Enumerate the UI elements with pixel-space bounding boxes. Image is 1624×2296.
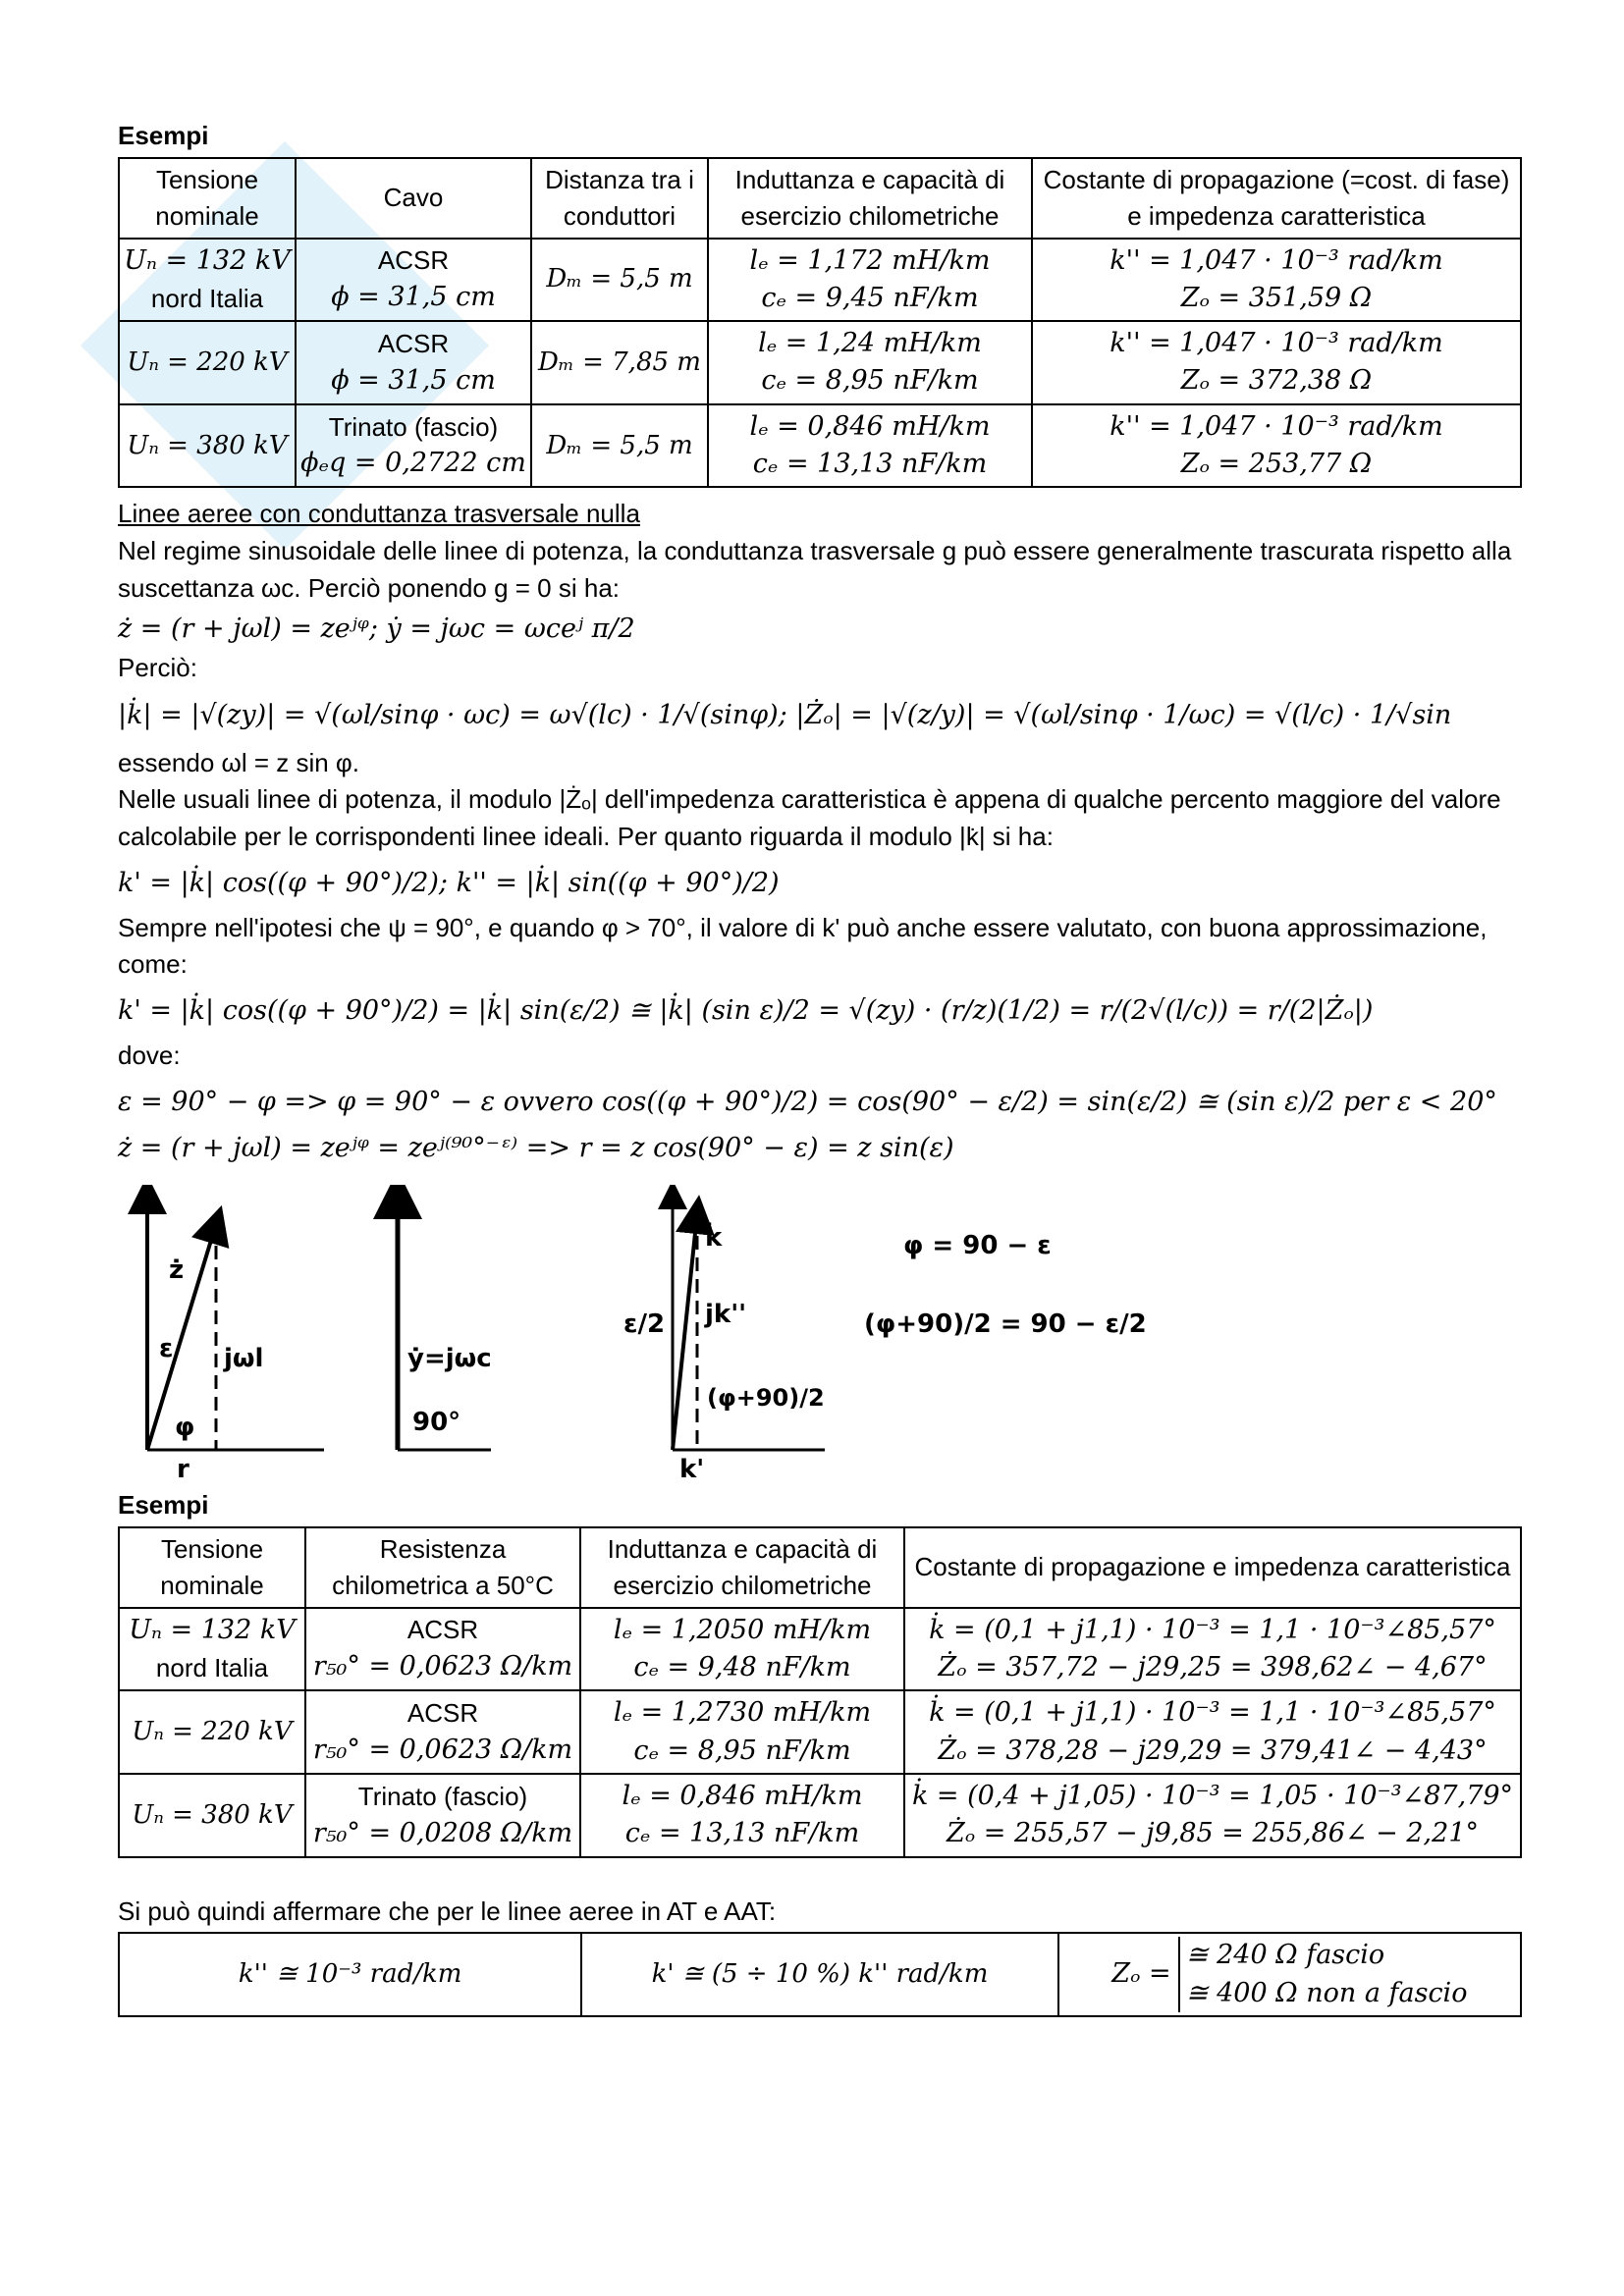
paragraph: Nel regime sinusoidale delle linee di potenza, la conduttanza trasversale g può essere generalmente trascurata rispetto alla suscettanza ωc. Perciò ponendo g = 0 si ha: [118,536,1512,603]
diagram-impedance [147,1195,324,1479]
voltage-cell: Uₙ = 132 kV nord Italia [119,1608,305,1691]
phasor-diagrams [118,1185,1522,1479]
resistance-cell: ACSR r₅₀° = 0,0623 Ω/km [305,1690,580,1774]
header-cell: Resistenza chilometrica a 50°C [305,1527,580,1608]
cable-cell: ACSR ϕ = 31,5 cm [296,239,531,322]
distance-cell: Dₘ = 5,5 m [531,404,708,488]
table-row [119,321,1521,404]
voltage-cell: Uₙ = 220 kV [119,1690,305,1774]
distance-cell: Dₘ = 5,5 m [531,239,708,322]
equation: ε = 90° − φ => φ = 90° − ε ovvero cos((φ + 90°)/2) = cos(90° − ε/2) = sin(ε/2) ≅ (sin ε)/2 per ε < 20° [118,1086,1497,1117]
header-cell: Induttanza e capacità di esercizio chilometriche [580,1527,904,1608]
table-header-row [119,1527,1521,1608]
label-kp: k' [679,1455,705,1480]
lc-cell: lₑ = 1,2730 mH/km cₑ = 8,95 nF/km [580,1690,904,1774]
lc-cell: lₑ = 0,846 mH/km cₑ = 13,13 nF/km [580,1774,904,1857]
distance-cell: Dₘ = 7,85 m [531,321,708,404]
resistance-cell: ACSR r₅₀° = 0,0623 Ω/km [305,1608,580,1691]
section2-heading: Esempi [118,1490,209,1521]
paragraph: Perciò: [118,652,197,682]
equation: ż = (r + jωl) = zeʲᵠ; ẏ = jωc = ωceʲ π/2 [118,613,635,644]
relation-2: (φ+90)/2 = 90 − ε/2 [864,1309,1147,1340]
paragraph: Nelle usuali linee di potenza, il modulo |Żₒ| dell'impedenza caratteristica è appena di qualche percento maggiore del valore calcolabile per le corrispondenti linee ideali. Per quanto riguarda il modulo |k̇| si ha: [118,784,1501,851]
kz-cell: k'' = 1,047 · 10⁻³ rad/km Zₒ = 351,59 Ω [1032,239,1521,322]
equation: k' = |k̇| cos((φ + 90°)/2); k'' = |k̇| sin((φ + 90°)/2) [118,867,780,898]
paragraph: Sempre nell'ipotesi che ψ = 90°, e quando φ > 70°, il valore di k' può anche essere valutato, con buona approssimazione, come: [118,912,1488,980]
equation: ż = (r + jωl) = zeʲᵠ = zeʲ⁽⁹⁰°⁻ᵋ⁾ => r = z cos(90° − ε) = z sin(ε) [118,1133,954,1164]
lc-cell: lₑ = 1,2050 mH/km cₑ = 9,48 nF/km [580,1608,904,1691]
label-jwl: jωl [224,1344,264,1374]
table-row [119,1774,1521,1857]
label-y: ẏ=jωc [407,1344,492,1374]
lc-cell: lₑ = 0,846 mH/km cₑ = 13,13 nF/km [708,404,1032,488]
header-cell: Costante di propagazione e impedenza caratteristica [904,1527,1521,1608]
label-eps: ε [159,1334,174,1364]
conclusion-text: Si può quindi affermare che per le linee aeree in AT e AAT: [118,1896,777,1926]
header-cell: Induttanza e capacità di esercizio chilometriche [708,158,1032,239]
label-eps2: ε/2 [623,1309,666,1340]
equation: k' = |k̇| cos((φ + 90°)/2) = |k̇| sin(ε/2) ≅ |k̇| (sin ε)/2 = √(zy) · (r/z)(1/2) = r/(2√(l/c)) = r/(2|Żₒ|) [118,995,1374,1027]
examples-table-1 [118,157,1522,489]
table-row [119,1608,1521,1691]
relation-1: φ = 90 − ε [903,1231,1052,1261]
kz-cell: k̇ = (0,1 + j1,1) · 10⁻³ = 1,1 · 10⁻³∠85,57° Żₒ = 357,72 − j29,25 = 398,62∠ − 4,67° [904,1608,1521,1691]
voltage-cell: Uₙ = 220 kV [119,321,296,404]
label-90: 90° [412,1408,461,1438]
diagram-admittance [398,1195,492,1450]
header-cell: Costante di propagazione (=cost. di fase) e impedenza caratteristica [1032,158,1521,239]
section1-heading: Esempi [118,121,209,150]
table-row [119,239,1521,322]
cable-cell: Trinato (fascio) ϕₑq = 0,2722 cm [296,404,531,488]
table-row [119,1933,1521,2016]
label-r: r [177,1455,189,1480]
table-header-row [119,158,1521,239]
voltage-cell: Uₙ = 380 kV [119,1774,305,1857]
label-phi: φ [175,1413,195,1443]
kz-cell: k̇ = (0,4 + j1,05) · 10⁻³ = 1,05 · 10⁻³∠87,79° Żₒ = 255,57 − j9,85 = 255,86∠ − 2,21° [904,1774,1521,1857]
resistance-cell: Trinato (fascio) r₅₀° = 0,0208 Ω/km [305,1774,580,1857]
equation: |k̇| = |√(zy)| = √(ωl/sinφ · ωc) = ω√(lc) · 1/√(sinφ); |Żₒ| = |√(z/y)| = √(ωl/sinφ · 1/ωc) = √(l/c) · 1/√sin [118,700,1452,731]
phasor-figure [118,1185,1522,1479]
paragraph: dove: [118,1041,181,1071]
diagram-propagation [623,1195,825,1479]
paragraph: essendo ωl = z sin φ. [118,747,359,777]
examples-table-2 [118,1526,1522,1858]
header-cell: Tensione nominale [119,158,296,239]
label-phi90: (φ+90)/2 [707,1384,825,1413]
voltage-cell: Uₙ = 380 kV [119,404,296,488]
summary-k2: k'' ≅ 10⁻³ rad/km [119,1933,581,2016]
table-row [119,404,1521,488]
lc-cell: lₑ = 1,24 mH/km cₑ = 8,95 nF/km [708,321,1032,404]
kz-cell: k'' = 1,047 · 10⁻³ rad/km Zₒ = 253,77 Ω [1032,404,1521,488]
kz-cell: k'' = 1,047 · 10⁻³ rad/km Zₒ = 372,38 Ω [1032,321,1521,404]
voltage-cell: Uₙ = 132 kV nord Italia [119,239,296,322]
document-page [118,118,1522,2025]
header-cell: Cavo [296,158,531,239]
header-cell: Tensione nominale [119,1527,305,1608]
label-z: ż [169,1255,185,1286]
summary-table [118,1932,1522,2017]
cable-cell: ACSR ϕ = 31,5 cm [296,321,531,404]
table-row [119,1690,1521,1774]
kz-cell: k̇ = (0,1 + j1,1) · 10⁻³ = 1,1 · 10⁻³∠85,57° Żₒ = 378,28 − j29,29 = 379,41∠ − 4,43° [904,1690,1521,1774]
header-cell: Distanza tra i conduttori [531,158,708,239]
section-title: Linee aeree con conduttanza trasversale nulla [118,499,640,529]
lc-cell: lₑ = 1,172 mH/km cₑ = 9,45 nF/km [708,239,1032,322]
diagram-relations [864,1231,1147,1339]
label-k: k̇ [705,1223,723,1254]
summary-z: Zₒ = ≅ 240 Ω fascio ≅ 400 Ω non a fascio [1058,1933,1521,2016]
label-jk: jk'' [705,1300,747,1330]
summary-k1: k' ≅ (5 ÷ 10 %) k'' rad/km [581,1933,1058,2016]
